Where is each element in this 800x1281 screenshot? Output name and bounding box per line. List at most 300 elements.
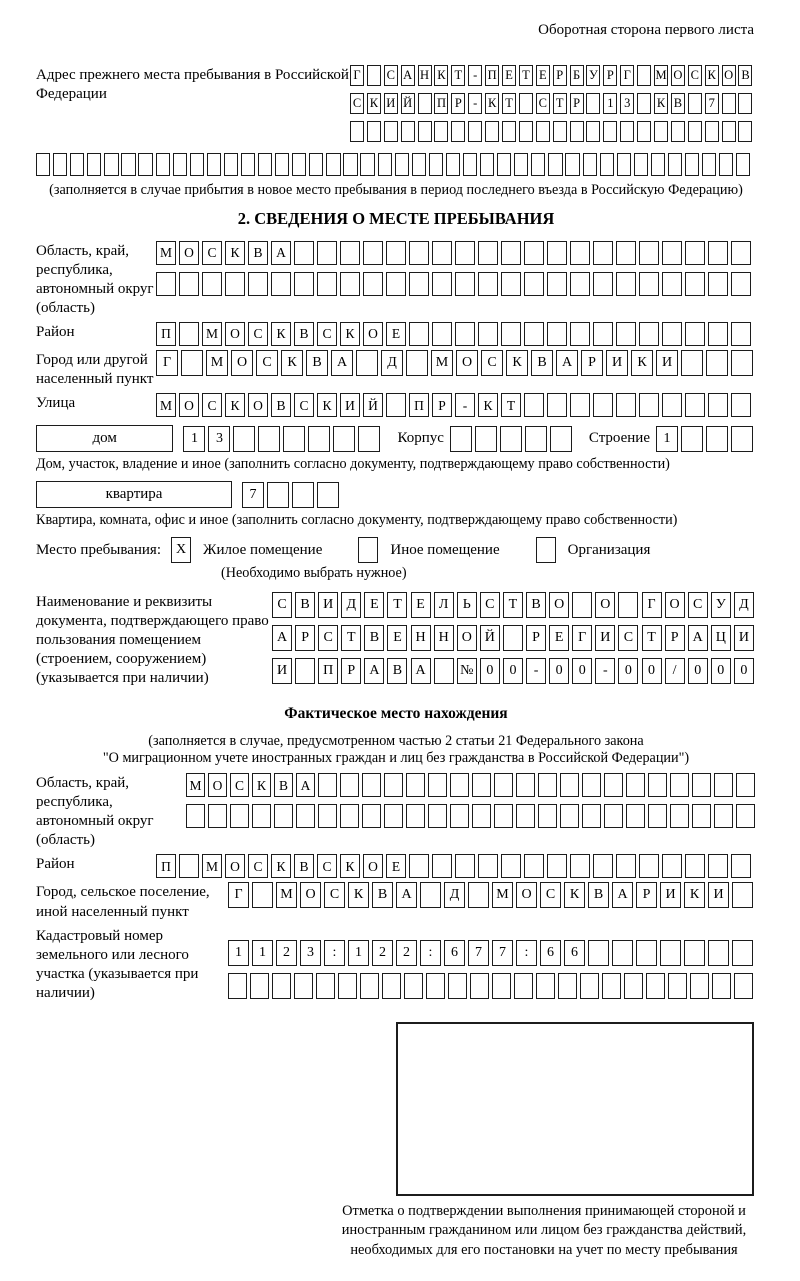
char-cell [428, 773, 447, 797]
stay-type-note: (Необходимо выбрать нужное) [221, 565, 407, 582]
char-cell: В [526, 592, 546, 618]
char-cell [524, 272, 544, 296]
stay-type-checkbox-residential: X [171, 537, 191, 563]
char-cell [731, 322, 751, 346]
char-cell [225, 272, 245, 296]
char-cell [570, 322, 590, 346]
char-cell: В [387, 658, 407, 684]
char-cell: В [248, 241, 268, 265]
char-cell [582, 804, 601, 828]
char-cell [292, 482, 314, 508]
region-row1 [156, 241, 754, 265]
char-cell [432, 272, 452, 296]
document-row3 [272, 658, 757, 684]
char-cell: К [271, 854, 291, 878]
char-cell [409, 322, 429, 346]
apartment-note: Квартира, комната, офис и иное (заполнить согласно документу, подтверждающему право собственности) [36, 512, 678, 529]
char-cell [186, 804, 205, 828]
char-cell [384, 773, 403, 797]
actual-region-field [36, 773, 756, 850]
char-cell: С [350, 93, 364, 114]
char-cell [233, 426, 255, 452]
char-cell: Н [411, 625, 431, 651]
char-cell [550, 426, 572, 452]
char-cell [714, 804, 733, 828]
char-cell [190, 153, 204, 176]
char-cell [367, 65, 381, 86]
char-cell: М [202, 854, 222, 878]
char-cell [294, 241, 314, 265]
cadastral-field [36, 926, 756, 1006]
char-cell: Е [549, 625, 569, 651]
char-cell [208, 804, 227, 828]
char-cell: К [485, 93, 499, 114]
char-cell [267, 482, 289, 508]
char-cell: Р [636, 882, 657, 908]
char-cell: 0 [572, 658, 592, 684]
char-cell: 7 [468, 940, 489, 966]
char-cell [294, 973, 313, 999]
char-cell [356, 350, 378, 376]
char-cell: Р [603, 65, 617, 86]
char-cell: Ц [711, 625, 731, 651]
cadastral-cells [228, 940, 756, 1006]
prev-address-row4 [36, 153, 756, 176]
char-cell: С [324, 882, 345, 908]
char-cell: Е [411, 592, 431, 618]
actual-district-row [156, 854, 754, 878]
stay-type-label: Место пребывания: [36, 541, 161, 558]
char-cell: С [202, 241, 222, 265]
char-cell [616, 854, 636, 878]
char-cell: К [271, 322, 291, 346]
char-cell [708, 854, 728, 878]
char-cell [648, 804, 667, 828]
char-cell [731, 393, 751, 417]
char-cell: 0 [642, 658, 662, 684]
char-cell [418, 93, 432, 114]
char-cell: В [738, 65, 752, 86]
char-cell [639, 322, 659, 346]
char-cell: Т [519, 65, 533, 86]
char-cell [519, 121, 533, 142]
char-cell: К [478, 393, 498, 417]
char-cell: В [295, 592, 315, 618]
char-cell [362, 773, 381, 797]
char-cell: С [384, 65, 398, 86]
stay-type-option-residential: Жилое помещение [203, 541, 323, 558]
district-label: Район [36, 324, 75, 341]
char-cell [593, 854, 613, 878]
char-cell: А [396, 882, 417, 908]
char-cell: Р [581, 350, 603, 376]
char-cell [384, 121, 398, 142]
prev-address-row2 [350, 93, 755, 114]
apartment-field [36, 481, 756, 508]
char-cell: Г [572, 625, 592, 651]
char-cell [450, 804, 469, 828]
char-cell [53, 153, 67, 176]
char-cell: К [317, 393, 337, 417]
char-cell [719, 153, 733, 176]
char-cell [406, 350, 428, 376]
char-cell [553, 121, 567, 142]
cadastral-row2 [228, 973, 756, 999]
char-cell: У [711, 592, 731, 618]
char-cell [308, 426, 330, 452]
char-cell: 3 [620, 93, 634, 114]
apartment-box: квартира [36, 481, 232, 508]
char-cell: С [248, 854, 268, 878]
char-cell [514, 153, 528, 176]
document-row1 [272, 592, 757, 618]
char-cell: / [665, 658, 685, 684]
house-box: дом [36, 425, 173, 452]
char-cell [620, 121, 634, 142]
char-cell: К [340, 322, 360, 346]
char-cell [463, 153, 477, 176]
char-cell: Е [386, 322, 406, 346]
char-cell: О [248, 393, 268, 417]
char-cell: 3 [300, 940, 321, 966]
char-cell: К [340, 854, 360, 878]
char-cell: Т [341, 625, 361, 651]
char-cell [668, 153, 682, 176]
char-cell [547, 393, 567, 417]
char-cell [639, 854, 659, 878]
actual-region-cells [186, 773, 758, 835]
char-cell [340, 773, 359, 797]
char-cell [708, 241, 728, 265]
char-cell [350, 121, 364, 142]
char-cell: К [281, 350, 303, 376]
char-cell [343, 153, 357, 176]
char-cell [296, 804, 315, 828]
char-cell: С [536, 93, 550, 114]
char-cell [309, 153, 323, 176]
char-cell: К [252, 773, 271, 797]
char-cell [547, 322, 567, 346]
document-cells [272, 592, 757, 691]
char-cell [547, 241, 567, 265]
char-cell [434, 658, 454, 684]
char-cell [179, 322, 199, 346]
char-cell [734, 973, 753, 999]
char-cell [501, 241, 521, 265]
cadastral-row1 [228, 940, 756, 966]
char-cell: В [671, 93, 685, 114]
region-field [36, 241, 756, 318]
char-cell [639, 241, 659, 265]
char-cell [432, 322, 452, 346]
char-cell: 2 [396, 940, 417, 966]
char-cell [708, 272, 728, 296]
char-cell: Н [434, 625, 454, 651]
char-cell: М [156, 393, 176, 417]
char-cell [708, 322, 728, 346]
char-cell [580, 973, 599, 999]
char-cell [450, 426, 472, 452]
char-cell: С [294, 393, 314, 417]
char-cell: 1 [183, 426, 205, 452]
char-cell: - [468, 93, 482, 114]
char-cell [250, 973, 269, 999]
char-cell [685, 322, 705, 346]
char-cell: Т [503, 592, 523, 618]
char-cell: К [631, 350, 653, 376]
district-row [156, 322, 754, 346]
char-cell: М [654, 65, 668, 86]
char-cell: О [722, 65, 736, 86]
char-cell [401, 121, 415, 142]
document-field [36, 592, 756, 691]
char-cell [685, 241, 705, 265]
char-cell [600, 153, 614, 176]
actual-location-note2: "О миграционном учете иностранных граждан и лиц без гражданства в Российской Федерации") [102, 750, 690, 767]
char-cell [406, 773, 425, 797]
char-cell [179, 272, 199, 296]
char-cell [685, 153, 699, 176]
char-cell: К [225, 393, 245, 417]
char-cell [420, 882, 441, 908]
stay-type-checkbox-other [358, 537, 378, 563]
char-cell [501, 322, 521, 346]
actual-location-title: Фактическое место нахождения [284, 705, 508, 723]
actual-region-label: Область, край, республика, автономный округ (область) [36, 775, 154, 849]
char-cell [616, 322, 636, 346]
char-cell [434, 121, 448, 142]
char-cell [706, 426, 728, 452]
char-cell [639, 272, 659, 296]
char-cell: О [225, 322, 245, 346]
prev-address-label: Адрес прежнего места пребывания в Российской Федерации [36, 67, 349, 103]
char-cell: А [411, 658, 431, 684]
char-cell: С [318, 625, 338, 651]
char-cell [637, 65, 651, 86]
char-cell: О [179, 393, 199, 417]
char-cell: Г [156, 350, 178, 376]
char-cell [684, 940, 705, 966]
char-cell: 1 [603, 93, 617, 114]
char-cell [478, 241, 498, 265]
char-cell [736, 153, 750, 176]
char-cell: Е [364, 592, 384, 618]
char-cell: И [384, 93, 398, 114]
char-cell [318, 804, 337, 828]
char-cell [648, 773, 667, 797]
char-cell: Т [501, 393, 521, 417]
char-cell [501, 854, 521, 878]
char-cell [382, 973, 401, 999]
char-cell: Т [451, 65, 465, 86]
char-cell [603, 121, 617, 142]
char-cell [271, 272, 291, 296]
stay-type-option-other: Иное помещение [390, 541, 500, 558]
char-cell: А [296, 773, 315, 797]
char-cell: С [317, 854, 337, 878]
char-cell [708, 940, 729, 966]
char-cell [593, 322, 613, 346]
char-cell [406, 804, 425, 828]
char-cell: Л [434, 592, 454, 618]
char-cell [626, 804, 645, 828]
confirmation-caption: Отметка о подтверждении выполнения принимающей стороной и иностранным гражданином или лицом без гражданства действий, необходимых для его постановки на учет по месту пребывания [341, 1202, 747, 1259]
char-cell: И [660, 882, 681, 908]
char-cell [538, 773, 557, 797]
char-cell [560, 804, 579, 828]
char-cell: А [556, 350, 578, 376]
char-cell: 0 [549, 658, 569, 684]
char-cell: А [272, 625, 292, 651]
char-cell [367, 121, 381, 142]
char-cell: 1 [656, 426, 678, 452]
char-cell [230, 804, 249, 828]
char-cell: Р [553, 65, 567, 86]
char-cell [138, 153, 152, 176]
char-cell: Д [341, 592, 361, 618]
char-cell [432, 854, 452, 878]
char-cell: - [455, 393, 475, 417]
char-cell [626, 773, 645, 797]
char-cell: С [618, 625, 638, 651]
char-cell [593, 272, 613, 296]
char-cell: С [688, 592, 708, 618]
char-cell [570, 393, 590, 417]
stay-type-option-organization: Организация [567, 541, 651, 558]
char-cell: № [457, 658, 477, 684]
char-cell: - [468, 65, 482, 86]
char-cell [317, 482, 339, 508]
region-cells [156, 241, 754, 303]
char-cell: И [595, 625, 615, 651]
char-cell [409, 241, 429, 265]
char-cell [538, 804, 557, 828]
char-cell [316, 973, 335, 999]
char-cell: 6 [444, 940, 465, 966]
city-label: Город или другой населенный пункт [36, 352, 154, 388]
char-cell [468, 882, 489, 908]
char-cell: Т [553, 93, 567, 114]
char-cell: К [684, 882, 705, 908]
char-cell: Е [387, 625, 407, 651]
char-cell: И [340, 393, 360, 417]
char-cell [681, 350, 703, 376]
actual-city-label: Город, сельское поселение, иной населенный пункт [36, 884, 210, 920]
char-cell [480, 153, 494, 176]
char-cell [70, 153, 84, 176]
char-cell [524, 854, 544, 878]
char-cell [386, 393, 406, 417]
char-cell: В [531, 350, 553, 376]
char-cell [732, 940, 753, 966]
char-cell [121, 153, 135, 176]
char-cell: К [564, 882, 585, 908]
char-cell: Р [341, 658, 361, 684]
char-cell [292, 153, 306, 176]
char-cell [618, 592, 638, 618]
char-cell [714, 773, 733, 797]
char-cell: О [671, 65, 685, 86]
char-cell [448, 973, 467, 999]
char-cell [87, 153, 101, 176]
char-cell: М [186, 773, 205, 797]
city-field [36, 350, 756, 389]
char-cell: 2 [372, 940, 393, 966]
char-cell [340, 272, 360, 296]
char-cell [363, 241, 383, 265]
char-cell: : [324, 940, 345, 966]
char-cell [736, 773, 755, 797]
char-cell [501, 272, 521, 296]
char-cell [295, 658, 315, 684]
char-cell [525, 426, 547, 452]
char-cell [494, 804, 513, 828]
document-label: Наименование и реквизиты документа, подтверждающего право пользования помещением (строением, сооружением) (указывается при наличии) [36, 594, 269, 687]
char-cell [651, 153, 665, 176]
char-cell [514, 973, 533, 999]
char-cell: С [272, 592, 292, 618]
char-cell: 7 [705, 93, 719, 114]
char-cell [708, 393, 728, 417]
char-cell: Й [480, 625, 500, 651]
char-cell [570, 121, 584, 142]
char-cell [472, 804, 491, 828]
prev-address-row3 [350, 121, 755, 142]
char-cell [731, 350, 753, 376]
char-cell [363, 272, 383, 296]
char-cell [604, 804, 623, 828]
char-cell: В [364, 625, 384, 651]
stay-type-field [36, 537, 756, 563]
char-cell [681, 426, 703, 452]
char-cell: В [372, 882, 393, 908]
char-cell: 0 [688, 658, 708, 684]
prev-address-note: (заполняется в случае прибытия в новое место пребывания в период последнего въезда в Российскую Федерацию) [49, 182, 743, 198]
char-cell [252, 804, 271, 828]
char-cell [472, 773, 491, 797]
char-cell: О [516, 882, 537, 908]
char-cell [181, 350, 203, 376]
char-cell [692, 773, 711, 797]
char-cell [586, 93, 600, 114]
char-cell: А [364, 658, 384, 684]
char-cell: И [734, 625, 754, 651]
char-cell [333, 426, 355, 452]
char-cell [616, 241, 636, 265]
char-cell [412, 153, 426, 176]
char-cell [156, 272, 176, 296]
char-cell: У [586, 65, 600, 86]
char-cell [602, 973, 621, 999]
char-cell [688, 93, 702, 114]
house-note: Дом, участок, владение и иное (заполнить согласно документу, подтверждающему право собственности) [36, 456, 670, 473]
char-cell [317, 241, 337, 265]
char-cell [637, 93, 651, 114]
char-cell: В [271, 393, 291, 417]
char-cell [426, 973, 445, 999]
char-cell: : [516, 940, 537, 966]
char-cell [624, 973, 643, 999]
char-cell [636, 940, 657, 966]
char-cell [272, 973, 291, 999]
char-cell [692, 804, 711, 828]
char-cell: 1 [252, 940, 273, 966]
char-cell [516, 804, 535, 828]
char-cell [705, 121, 719, 142]
char-cell [604, 773, 623, 797]
char-cell [654, 121, 668, 142]
char-cell [547, 854, 567, 878]
